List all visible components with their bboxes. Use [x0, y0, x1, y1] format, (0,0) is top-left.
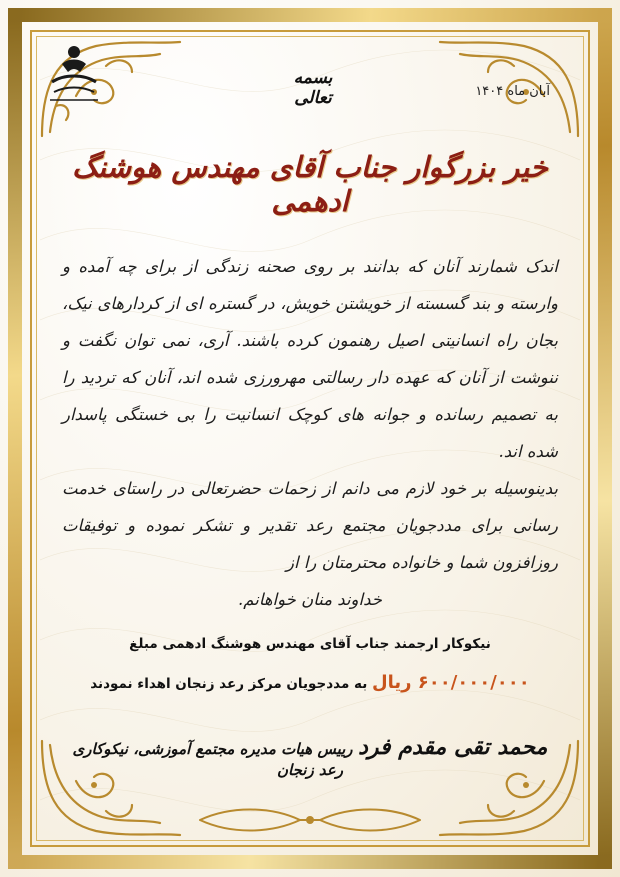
rad-logo-icon	[44, 42, 104, 104]
signer-name: محمد تقی مقدم فرد	[358, 734, 548, 760]
bismillah-calligraphy: بسمه تعالی	[293, 68, 333, 108]
body-paragraph: خداوند منان خواهانم.	[238, 590, 382, 609]
flourish-divider-icon	[190, 802, 430, 838]
body-paragraph: بدینوسیله بر خود لازم می دانم از زحمات حضرتعالی در راستای خدمت رسانی برای مددجویان مجتمع رعد تقدیر و تشکر نموده و توفیقات روزافزون شما و خانواده محترمتان را از	[62, 479, 558, 572]
amount-line	[40, 672, 580, 693]
certificate-body	[62, 248, 558, 618]
donor-line: نیکوکار ارجمند جناب آقای مهندس هوشنگ ادهمی مبلغ	[129, 636, 491, 652]
date-label: آبان ماه ۱۴۰۴	[475, 84, 550, 99]
donation-amount: ۶۰۰/۰۰۰/۰۰۰ ریال	[371, 672, 530, 693]
signer-role: رییس هیات مدیره مجتمع آموزشی، نیکوکاری رعد زنجان	[72, 740, 353, 779]
signature-block	[60, 734, 560, 779]
amount-suffix: به مددجویان مرکز رعد زنجان اهداء نمودند	[90, 676, 368, 692]
body-paragraph: اندک شمارند آنان که بدانند بر روی صحنه زندگی از برای چه آمده و وارسته و بند گسسته از خویشتن خویش، در گستره ای از کردارهای نیک، بجان راه انسانیتی اصیل رهنمون کرده باشند. آری، نمی توان نگفت و ننوشت از آنان که عهده دار رسالتی مهرورزی شده اند، آنان که تردید را به تصمیم رسانده و جوانه های کوچک انسانیت را بی خستگی پاسدار شده اند.	[62, 257, 558, 461]
certificate-title: خیر بزرگوار جناب آقای مهندس هوشنگ ادهمی	[72, 150, 548, 218]
